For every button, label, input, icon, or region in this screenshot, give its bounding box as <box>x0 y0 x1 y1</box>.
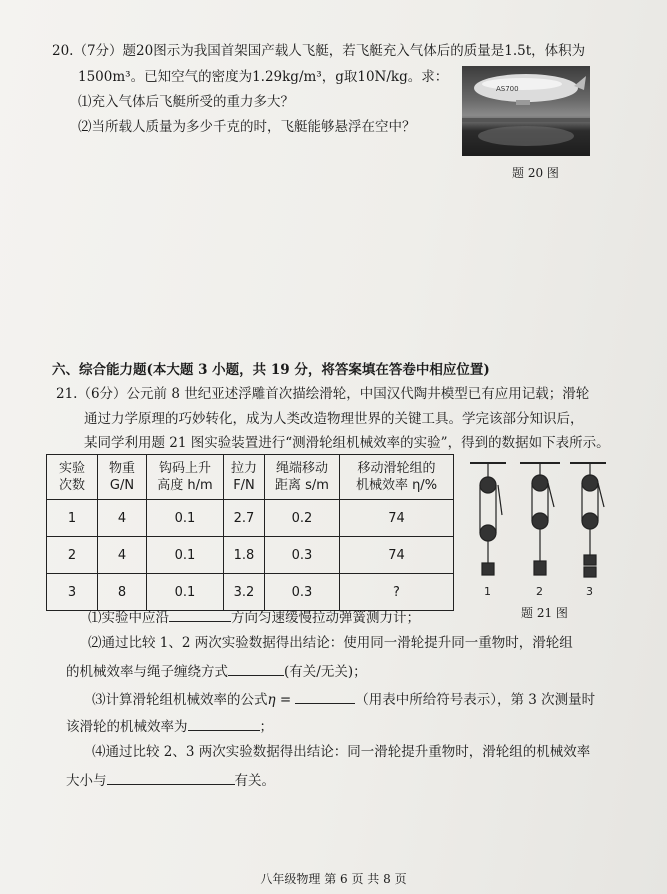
table-header-row <box>47 455 454 500</box>
section6-heading: 六、综合能力题(本大题 3 小题，共 19 分，将答案填在答卷中相应位置) <box>52 362 490 378</box>
q21-part1-text: ⑴实验中应沿 <box>88 610 169 626</box>
answer-blank-5[interactable] <box>107 770 235 785</box>
figure-label-1: 1 <box>484 585 491 598</box>
answer-blank-1[interactable] <box>169 607 231 622</box>
q20-sub2: ⑵当所载人质量为多少千克的时，飞艇能够悬浮在空中？ <box>78 119 416 135</box>
table-cell: 3.2 <box>224 574 265 611</box>
table-cell: 2 <box>47 537 98 574</box>
figure21-caption: 题 21 图 <box>521 606 568 620</box>
header-cell: 钩码上升 高度 h/m <box>147 455 224 500</box>
table-row <box>47 537 454 574</box>
q20-sub1: ⑴充入气体后飞艇所受的重力多大？ <box>78 94 294 110</box>
table-cell: 0.1 <box>147 537 224 574</box>
table-cell: 8 <box>98 574 147 611</box>
q21-part2-text: 的机械效率与绳子缠绕方式 <box>66 664 228 680</box>
page-footer: 八年级物理 第 6 页 共 8 页 <box>260 872 407 886</box>
pulley-system-icon <box>458 455 608 605</box>
header-cell: 实验 次数 <box>47 455 98 500</box>
figure20-caption: 题 20 图 <box>512 166 559 180</box>
table-cell: 2.7 <box>224 500 265 537</box>
table-cell: 0.1 <box>147 500 224 537</box>
answer-blank-4[interactable] <box>188 716 260 731</box>
q21-part3-b <box>66 716 273 736</box>
q20-line1: 20.（7分）题20图示为我国首架国产载人飞艇，若飞艇充入气体后的质量是1.5t，体积为 <box>52 43 586 59</box>
table-cell: ? <box>340 574 454 611</box>
q21-line3: 某同学利用题 21 图实验装置进行“测滑轮组机械效率的实验”，得到的数据如下表所示。 <box>84 435 610 451</box>
airship-label: AS700 <box>496 85 519 93</box>
q21-line1: 21.（6分）公元前 8 世纪亚述浮雕首次描绘滑轮，中国汉代陶井模型已有应用记载；滑轮 <box>56 386 590 402</box>
experiment-table <box>46 454 454 611</box>
header-cell: 移动滑轮组的 机械效率 η/% <box>340 455 454 500</box>
q21-part2-a: ⑵通过比较 1、2 两次实验数据得出结论：使用同一滑轮提升同一重物时，滑轮组 <box>88 635 573 651</box>
q21-part3-text-d: ； <box>259 719 273 735</box>
table-cell: 74 <box>340 537 454 574</box>
q21-part4-a: ⑷通过比较 2、3 两次实验数据得出结论：同一滑轮提升重物时，滑轮组的机械效率 <box>92 744 591 760</box>
q21-part3-text-c: 该滑轮的机械效率为 <box>66 719 188 735</box>
table-cell: 4 <box>98 500 147 537</box>
table-row <box>47 574 454 611</box>
table-cell: 1 <box>47 500 98 537</box>
q21-part3-a <box>92 689 595 709</box>
airship-icon <box>462 66 590 156</box>
q21-line2: 通过力学原理的巧妙转化，成为人类改造物理世界的关键工具。学完该部分知识后， <box>84 411 584 427</box>
table-cell: 0.3 <box>265 574 340 611</box>
header-cell: 绳端移动 距离 s/m <box>265 455 340 500</box>
q21-part4-text: 大小与 <box>66 773 107 789</box>
eta-formula-label: η = <box>267 692 292 708</box>
airship-photo <box>462 66 590 156</box>
table-row <box>47 500 454 537</box>
table-cell: 0.3 <box>265 537 340 574</box>
q21-part1 <box>88 607 420 627</box>
header-cell: 物重 G/N <box>98 455 147 500</box>
table-cell: 1.8 <box>224 537 265 574</box>
table-cell: 74 <box>340 500 454 537</box>
table-cell: 3 <box>47 574 98 611</box>
q21-part4-b <box>66 770 275 790</box>
table-cell: 0.1 <box>147 574 224 611</box>
table-cell: 4 <box>98 537 147 574</box>
q21-part4-text-c: 有关。 <box>234 773 275 789</box>
q21-part3-text: ⑶计算滑轮组机械效率的公式 <box>92 692 268 708</box>
q21-part2-b <box>66 661 367 681</box>
answer-blank-3[interactable] <box>295 689 355 704</box>
q21-part2-text-c: (有关/无关)； <box>284 664 367 680</box>
table-cell: 0.2 <box>265 500 340 537</box>
q20-line2: 1500m³。已知空气的密度为1.29kg/m³，g取10N/kg。求： <box>78 69 449 85</box>
answer-blank-2[interactable] <box>228 661 284 676</box>
q21-part3-text-b: （用表中所给符号表示），第 3 次测量时 <box>355 692 596 708</box>
header-cell: 拉力 F/N <box>224 455 265 500</box>
pulley-figure <box>458 455 608 605</box>
figure-label-2: 2 <box>536 585 543 598</box>
q21-part1-text-b: 方向匀速缓慢拉动弹簧测力计； <box>231 610 420 626</box>
figure-label-3: 3 <box>586 585 593 598</box>
